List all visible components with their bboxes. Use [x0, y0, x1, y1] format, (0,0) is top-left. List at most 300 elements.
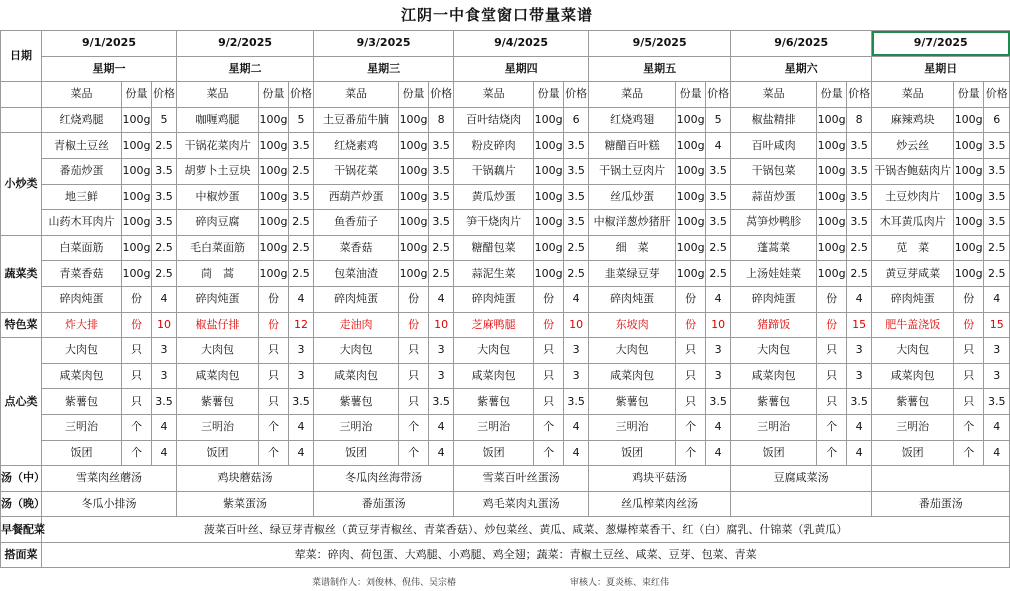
price-cell[interactable]: 2.5 — [152, 133, 177, 159]
date-cell[interactable]: 9/4/2025 — [454, 31, 589, 57]
price-cell[interactable]: 4 — [289, 414, 314, 440]
dish-cell[interactable]: 三明治 — [42, 414, 122, 440]
dish-cell[interactable]: 大肉包 — [314, 338, 399, 364]
portion-cell[interactable]: 只 — [399, 363, 429, 389]
dish-cell[interactable]: 粉皮碎肉 — [454, 133, 534, 159]
dish-cell[interactable]: 碎肉炖蛋 — [589, 286, 676, 312]
portion-header[interactable]: 份量 — [259, 82, 289, 108]
dish-cell[interactable]: 三明治 — [177, 414, 259, 440]
category-label[interactable]: 特色菜 — [1, 312, 42, 338]
price-cell[interactable]: 2.5 — [847, 235, 872, 261]
price-cell[interactable]: 3.5 — [429, 210, 454, 236]
price-cell[interactable]: 3 — [847, 363, 872, 389]
price-cell[interactable]: 4 — [564, 414, 589, 440]
price-cell[interactable]: 2.5 — [289, 261, 314, 287]
price-cell[interactable]: 6 — [984, 107, 1010, 133]
dish-cell[interactable]: 中椒炒蛋 — [177, 184, 259, 210]
portion-cell[interactable]: 100g — [954, 261, 984, 287]
price-cell[interactable]: 3 — [706, 363, 731, 389]
price-cell[interactable]: 2.5 — [429, 261, 454, 287]
dish-cell[interactable]: 苋 菜 — [872, 235, 954, 261]
portion-cell[interactable]: 100g — [817, 235, 847, 261]
dish-cell[interactable]: 炸大排 — [42, 312, 122, 338]
portion-cell[interactable]: 个 — [122, 440, 152, 466]
soup-cell[interactable]: 番茄蛋汤 — [872, 491, 1010, 517]
dish-cell[interactable]: 饭团 — [872, 440, 954, 466]
price-cell[interactable]: 3.5 — [706, 210, 731, 236]
price-cell[interactable]: 15 — [984, 312, 1010, 338]
portion-cell[interactable]: 个 — [817, 414, 847, 440]
portion-cell[interactable]: 个 — [399, 414, 429, 440]
price-header[interactable]: 价格 — [289, 82, 314, 108]
price-cell[interactable]: 3.5 — [289, 184, 314, 210]
portion-cell[interactable]: 100g — [817, 184, 847, 210]
price-cell[interactable]: 2.5 — [152, 261, 177, 287]
portion-cell[interactable]: 100g — [817, 158, 847, 184]
dish-cell[interactable]: 番茄炒蛋 — [42, 158, 122, 184]
dish-header[interactable]: 菜品 — [42, 82, 122, 108]
dish-cell[interactable]: 咸菜肉包 — [177, 363, 259, 389]
category-cell[interactable] — [1, 107, 42, 133]
price-cell[interactable]: 3 — [429, 338, 454, 364]
portion-cell[interactable]: 个 — [259, 440, 289, 466]
dish-cell[interactable]: 韭菜绿豆芽 — [589, 261, 676, 287]
price-cell[interactable]: 3 — [152, 363, 177, 389]
price-cell[interactable]: 10 — [152, 312, 177, 338]
price-cell[interactable]: 3.5 — [564, 158, 589, 184]
dish-header[interactable]: 菜品 — [314, 82, 399, 108]
price-cell[interactable]: 3.5 — [847, 389, 872, 415]
soup-cell[interactable]: 番茄蛋汤 — [314, 491, 454, 517]
portion-cell[interactable]: 100g — [399, 107, 429, 133]
dish-cell[interactable]: 大肉包 — [589, 338, 676, 364]
portion-cell[interactable]: 份 — [676, 286, 706, 312]
price-cell[interactable]: 3.5 — [152, 389, 177, 415]
dish-cell[interactable]: 菜香菇 — [314, 235, 399, 261]
price-cell[interactable]: 3.5 — [152, 158, 177, 184]
price-cell[interactable]: 2.5 — [984, 261, 1010, 287]
price-cell[interactable]: 4 — [152, 440, 177, 466]
portion-cell[interactable]: 只 — [534, 389, 564, 415]
date-cell[interactable]: 9/5/2025 — [589, 31, 731, 57]
portion-cell[interactable]: 100g — [399, 261, 429, 287]
dish-cell[interactable]: 大肉包 — [454, 338, 534, 364]
dish-cell[interactable]: 山药木耳肉片 — [42, 210, 122, 236]
soup-cell[interactable] — [731, 491, 872, 517]
price-cell[interactable]: 4 — [564, 440, 589, 466]
dish-cell[interactable]: 中椒洋葱炒猪肝 — [589, 210, 676, 236]
dish-cell[interactable]: 碎肉炖蛋 — [314, 286, 399, 312]
price-cell[interactable]: 2.5 — [564, 235, 589, 261]
portion-cell[interactable]: 100g — [259, 133, 289, 159]
price-cell[interactable]: 10 — [564, 312, 589, 338]
portion-cell[interactable]: 只 — [259, 338, 289, 364]
portion-cell[interactable]: 100g — [122, 158, 152, 184]
portion-cell[interactable]: 份 — [954, 286, 984, 312]
portion-cell[interactable]: 只 — [954, 363, 984, 389]
portion-header[interactable]: 份量 — [817, 82, 847, 108]
price-cell[interactable]: 3.5 — [152, 210, 177, 236]
portion-cell[interactable]: 个 — [676, 440, 706, 466]
portion-cell[interactable]: 100g — [534, 133, 564, 159]
dish-header[interactable]: 菜品 — [454, 82, 534, 108]
portion-cell[interactable]: 只 — [817, 389, 847, 415]
dish-cell[interactable]: 细 菜 — [589, 235, 676, 261]
price-cell[interactable]: 3 — [847, 338, 872, 364]
price-cell[interactable]: 3.5 — [429, 184, 454, 210]
dish-cell[interactable]: 碎肉炖蛋 — [731, 286, 817, 312]
portion-cell[interactable]: 100g — [534, 158, 564, 184]
portion-cell[interactable]: 个 — [534, 414, 564, 440]
dish-cell[interactable]: 胡萝卜土豆块 — [177, 158, 259, 184]
price-cell[interactable]: 4 — [706, 286, 731, 312]
price-cell[interactable]: 15 — [847, 312, 872, 338]
price-cell[interactable]: 3.5 — [564, 389, 589, 415]
dish-cell[interactable]: 红烧鸡翅 — [589, 107, 676, 133]
portion-cell[interactable]: 100g — [817, 210, 847, 236]
dish-cell[interactable]: 紫薯包 — [589, 389, 676, 415]
price-cell[interactable]: 3.5 — [984, 158, 1010, 184]
price-cell[interactable]: 2.5 — [289, 210, 314, 236]
dish-cell[interactable]: 鱼香茄子 — [314, 210, 399, 236]
dish-cell[interactable]: 饭团 — [454, 440, 534, 466]
dish-cell[interactable]: 猪蹄饭 — [731, 312, 817, 338]
dish-cell[interactable]: 莴笋炒鸭胗 — [731, 210, 817, 236]
dish-cell[interactable]: 干锅土豆肉片 — [589, 158, 676, 184]
dish-cell[interactable]: 蒜泥生菜 — [454, 261, 534, 287]
dish-cell[interactable]: 饭团 — [177, 440, 259, 466]
price-cell[interactable]: 2.5 — [152, 235, 177, 261]
portion-cell[interactable]: 100g — [954, 158, 984, 184]
portion-cell[interactable]: 100g — [534, 210, 564, 236]
portion-cell[interactable]: 100g — [676, 210, 706, 236]
price-cell[interactable]: 2.5 — [984, 235, 1010, 261]
portion-cell[interactable]: 只 — [676, 338, 706, 364]
price-cell[interactable]: 8 — [429, 107, 454, 133]
price-cell[interactable]: 3.5 — [289, 133, 314, 159]
date-cell[interactable]: 9/2/2025 — [177, 31, 314, 57]
portion-cell[interactable]: 100g — [676, 107, 706, 133]
dish-cell[interactable]: 饭团 — [42, 440, 122, 466]
portion-cell[interactable]: 份 — [954, 312, 984, 338]
dish-cell[interactable]: 蒜苗炒蛋 — [731, 184, 817, 210]
price-cell[interactable]: 3.5 — [564, 133, 589, 159]
portion-header[interactable]: 份量 — [399, 82, 429, 108]
dish-cell[interactable]: 紫薯包 — [454, 389, 534, 415]
price-cell[interactable]: 4 — [984, 440, 1010, 466]
portion-cell[interactable]: 个 — [534, 440, 564, 466]
portion-header[interactable]: 份量 — [122, 82, 152, 108]
weekday-cell[interactable]: 星期五 — [589, 56, 731, 82]
portion-cell[interactable]: 100g — [676, 158, 706, 184]
soup-cell[interactable]: 紫菜蛋汤 — [177, 491, 314, 517]
dish-cell[interactable]: 百叶咸肉 — [731, 133, 817, 159]
portion-cell[interactable]: 只 — [954, 389, 984, 415]
category-label[interactable]: 蔬菜类 — [1, 235, 42, 312]
price-cell[interactable]: 4 — [289, 286, 314, 312]
price-cell[interactable]: 3 — [564, 338, 589, 364]
dish-cell[interactable]: 三明治 — [314, 414, 399, 440]
portion-cell[interactable]: 100g — [399, 184, 429, 210]
dish-cell[interactable]: 大肉包 — [872, 338, 954, 364]
dish-cell[interactable]: 干锅杏鲍菇肉片 — [872, 158, 954, 184]
price-cell[interactable]: 3.5 — [984, 210, 1010, 236]
date-label[interactable]: 日期 — [1, 31, 42, 82]
soup-cell[interactable]: 雪菜百叶丝蛋汤 — [454, 466, 589, 492]
portion-cell[interactable]: 100g — [122, 235, 152, 261]
portion-cell[interactable]: 份 — [399, 312, 429, 338]
portion-cell[interactable]: 100g — [534, 235, 564, 261]
portion-cell[interactable]: 份 — [259, 312, 289, 338]
soup-cell[interactable]: 冬瓜肉丝海带汤 — [314, 466, 454, 492]
price-cell[interactable]: 3 — [289, 363, 314, 389]
date-cell[interactable]: 9/3/2025 — [314, 31, 454, 57]
price-cell[interactable]: 4 — [289, 440, 314, 466]
dish-cell[interactable]: 青椒土豆丝 — [42, 133, 122, 159]
dish-cell[interactable]: 饭团 — [731, 440, 817, 466]
dish-cell[interactable]: 糖醋包菜 — [454, 235, 534, 261]
portion-cell[interactable]: 个 — [676, 414, 706, 440]
price-cell[interactable]: 3.5 — [429, 133, 454, 159]
dish-cell[interactable]: 碎肉炖蛋 — [42, 286, 122, 312]
dish-cell[interactable]: 地三鲜 — [42, 184, 122, 210]
portion-cell[interactable]: 100g — [259, 261, 289, 287]
price-cell[interactable]: 10 — [706, 312, 731, 338]
price-cell[interactable]: 2.5 — [289, 158, 314, 184]
price-cell[interactable]: 2.5 — [706, 235, 731, 261]
portion-cell[interactable]: 100g — [534, 107, 564, 133]
portion-cell[interactable]: 只 — [122, 389, 152, 415]
soup-cell[interactable]: 丝瓜榨菜肉丝汤 — [589, 491, 731, 517]
price-cell[interactable]: 3 — [984, 363, 1010, 389]
dish-cell[interactable]: 碎肉豆腐 — [177, 210, 259, 236]
portion-cell[interactable]: 只 — [122, 363, 152, 389]
dish-cell[interactable]: 紫薯包 — [872, 389, 954, 415]
dish-cell[interactable]: 干锅花菜肉片 — [177, 133, 259, 159]
price-cell[interactable]: 2.5 — [847, 261, 872, 287]
dish-cell[interactable]: 蓬蒿菜 — [731, 235, 817, 261]
dish-cell[interactable]: 青菜香菇 — [42, 261, 122, 287]
price-header[interactable]: 价格 — [706, 82, 731, 108]
portion-cell[interactable]: 个 — [122, 414, 152, 440]
soup-cell[interactable]: 鸡块平菇汤 — [589, 466, 731, 492]
price-cell[interactable]: 4 — [152, 286, 177, 312]
dish-cell[interactable]: 咖喱鸡腿 — [177, 107, 259, 133]
portion-cell[interactable]: 100g — [122, 184, 152, 210]
price-cell[interactable]: 4 — [984, 286, 1010, 312]
weekday-cell[interactable]: 星期四 — [454, 56, 589, 82]
portion-cell[interactable]: 个 — [954, 414, 984, 440]
dish-cell[interactable]: 紫薯包 — [177, 389, 259, 415]
dish-cell[interactable]: 咸菜肉包 — [872, 363, 954, 389]
dish-cell[interactable]: 白菜面筋 — [42, 235, 122, 261]
dish-cell[interactable]: 土豆番茄牛腩 — [314, 107, 399, 133]
dish-cell[interactable]: 木耳黄瓜肉片 — [872, 210, 954, 236]
dish-cell[interactable]: 西葫芦炒蛋 — [314, 184, 399, 210]
price-cell[interactable]: 3.5 — [706, 184, 731, 210]
dish-cell[interactable]: 大肉包 — [731, 338, 817, 364]
portion-cell[interactable]: 100g — [676, 261, 706, 287]
dish-cell[interactable]: 肥牛盖浇饭 — [872, 312, 954, 338]
price-cell[interactable]: 4 — [984, 414, 1010, 440]
dish-cell[interactable]: 椒盐仔排 — [177, 312, 259, 338]
price-cell[interactable]: 4 — [152, 414, 177, 440]
dish-cell[interactable]: 紫薯包 — [731, 389, 817, 415]
price-cell[interactable]: 3.5 — [847, 184, 872, 210]
price-cell[interactable]: 3.5 — [847, 210, 872, 236]
dish-cell[interactable]: 黄瓜炒蛋 — [454, 184, 534, 210]
portion-cell[interactable]: 只 — [817, 363, 847, 389]
price-cell[interactable]: 4 — [429, 414, 454, 440]
portion-cell[interactable]: 只 — [954, 338, 984, 364]
blank-cell[interactable] — [1, 82, 42, 108]
portion-cell[interactable]: 100g — [399, 133, 429, 159]
portion-cell[interactable]: 只 — [676, 363, 706, 389]
price-cell[interactable]: 3.5 — [847, 158, 872, 184]
dish-cell[interactable]: 东坡肉 — [589, 312, 676, 338]
category-label[interactable]: 小炒类 — [1, 133, 42, 235]
dish-cell[interactable]: 咸菜肉包 — [42, 363, 122, 389]
dish-cell[interactable]: 大肉包 — [177, 338, 259, 364]
price-cell[interactable]: 3.5 — [564, 210, 589, 236]
price-cell[interactable]: 10 — [429, 312, 454, 338]
dish-cell[interactable]: 芝麻鸭腿 — [454, 312, 534, 338]
dish-cell[interactable]: 咸菜肉包 — [454, 363, 534, 389]
portion-cell[interactable]: 100g — [676, 133, 706, 159]
soup-cell[interactable]: 冬瓜小排汤 — [42, 491, 177, 517]
price-cell[interactable]: 3.5 — [706, 389, 731, 415]
portion-cell[interactable]: 100g — [534, 184, 564, 210]
price-cell[interactable]: 3.5 — [289, 389, 314, 415]
portion-cell[interactable]: 100g — [122, 133, 152, 159]
price-header[interactable]: 价格 — [984, 82, 1010, 108]
portion-cell[interactable]: 100g — [399, 158, 429, 184]
price-cell[interactable]: 3 — [152, 338, 177, 364]
date-cell[interactable]: 9/6/2025 — [731, 31, 872, 57]
dish-cell[interactable]: 咸菜肉包 — [589, 363, 676, 389]
portion-cell[interactable]: 100g — [399, 235, 429, 261]
portion-cell[interactable]: 只 — [534, 363, 564, 389]
portion-cell[interactable]: 100g — [954, 210, 984, 236]
portion-cell[interactable]: 只 — [259, 363, 289, 389]
portion-cell[interactable]: 只 — [259, 389, 289, 415]
portion-cell[interactable]: 100g — [954, 133, 984, 159]
portion-cell[interactable]: 份 — [259, 286, 289, 312]
price-cell[interactable]: 5 — [706, 107, 731, 133]
dish-cell[interactable]: 干锅包菜 — [731, 158, 817, 184]
portion-cell[interactable]: 100g — [259, 158, 289, 184]
category-label[interactable]: 早餐配菜 — [1, 517, 42, 543]
dish-cell[interactable]: 红烧素鸡 — [314, 133, 399, 159]
portion-cell[interactable]: 100g — [122, 210, 152, 236]
weekday-cell[interactable]: 星期六 — [731, 56, 872, 82]
portion-cell[interactable]: 份 — [817, 286, 847, 312]
portion-cell[interactable]: 100g — [259, 210, 289, 236]
dish-cell[interactable]: 毛白菜面筋 — [177, 235, 259, 261]
weekday-cell[interactable]: 星期日 — [872, 56, 1010, 82]
category-label[interactable]: 汤（晚） — [1, 491, 42, 517]
portion-cell[interactable]: 份 — [817, 312, 847, 338]
price-cell[interactable]: 4 — [847, 414, 872, 440]
price-header[interactable]: 价格 — [564, 82, 589, 108]
price-cell[interactable]: 2.5 — [289, 235, 314, 261]
portion-cell[interactable]: 100g — [534, 261, 564, 287]
category-label[interactable]: 汤（中） — [1, 466, 42, 492]
portion-cell[interactable]: 份 — [399, 286, 429, 312]
dish-cell[interactable]: 三明治 — [731, 414, 817, 440]
dish-cell[interactable]: 笋干烧肉片 — [454, 210, 534, 236]
noodle-toppings[interactable]: 荤菜：碎肉、荷包蛋、大鸡腿、小鸡腿、鸡全翅；蔬菜：青椒土豆丝、咸菜、豆芽、包菜、青菜 — [42, 542, 1010, 568]
portion-cell[interactable]: 100g — [259, 107, 289, 133]
price-cell[interactable]: 3 — [984, 338, 1010, 364]
price-cell[interactable]: 2.5 — [564, 261, 589, 287]
price-cell[interactable]: 4 — [564, 286, 589, 312]
price-cell[interactable]: 3.5 — [429, 389, 454, 415]
price-cell[interactable]: 3 — [289, 338, 314, 364]
portion-header[interactable]: 份量 — [676, 82, 706, 108]
dish-header[interactable]: 菜品 — [731, 82, 817, 108]
price-cell[interactable]: 6 — [564, 107, 589, 133]
price-cell[interactable]: 4 — [847, 440, 872, 466]
dish-header[interactable]: 菜品 — [589, 82, 676, 108]
dish-cell[interactable]: 土豆炒肉片 — [872, 184, 954, 210]
weekday-cell[interactable]: 星期三 — [314, 56, 454, 82]
portion-cell[interactable]: 只 — [399, 389, 429, 415]
portion-cell[interactable]: 份 — [122, 312, 152, 338]
dish-cell[interactable]: 椒盐精排 — [731, 107, 817, 133]
portion-cell[interactable]: 100g — [954, 235, 984, 261]
dish-cell[interactable]: 大肉包 — [42, 338, 122, 364]
dish-cell[interactable]: 饭团 — [314, 440, 399, 466]
weekday-cell[interactable]: 星期二 — [177, 56, 314, 82]
portion-cell[interactable]: 100g — [817, 107, 847, 133]
portion-cell[interactable]: 100g — [817, 133, 847, 159]
price-cell[interactable]: 4 — [847, 286, 872, 312]
dish-cell[interactable]: 百叶结烧肉 — [454, 107, 534, 133]
portion-cell[interactable]: 个 — [954, 440, 984, 466]
portion-cell[interactable]: 只 — [534, 338, 564, 364]
breakfast-sides[interactable]: 菠菜百叶丝、绿豆芽青椒丝（黄豆芽青椒丝、青菜香菇）、炒包菜丝、黄瓜、咸菜、葱爆榨菜香干、红（白）腐乳、什锦菜（乳黄瓜） — [42, 517, 1010, 543]
portion-cell[interactable]: 份 — [676, 312, 706, 338]
soup-cell[interactable]: 鸡块蘑菇汤 — [177, 466, 314, 492]
dish-cell[interactable]: 炒云丝 — [872, 133, 954, 159]
portion-cell[interactable]: 只 — [122, 338, 152, 364]
dish-cell[interactable]: 紫薯包 — [314, 389, 399, 415]
price-cell[interactable]: 5 — [152, 107, 177, 133]
price-cell[interactable]: 4 — [429, 286, 454, 312]
portion-cell[interactable]: 100g — [954, 107, 984, 133]
dish-cell[interactable]: 紫薯包 — [42, 389, 122, 415]
dish-cell[interactable]: 碎肉炖蛋 — [872, 286, 954, 312]
price-cell[interactable]: 3.5 — [984, 133, 1010, 159]
portion-cell[interactable]: 只 — [399, 338, 429, 364]
dish-cell[interactable]: 碎肉炖蛋 — [177, 286, 259, 312]
dish-cell[interactable]: 茼 蒿 — [177, 261, 259, 287]
portion-cell[interactable]: 100g — [399, 210, 429, 236]
dish-cell[interactable]: 三明治 — [589, 414, 676, 440]
dish-header[interactable]: 菜品 — [177, 82, 259, 108]
portion-cell[interactable]: 100g — [259, 235, 289, 261]
price-cell[interactable]: 3.5 — [429, 158, 454, 184]
price-cell[interactable]: 5 — [289, 107, 314, 133]
dish-cell[interactable]: 三明治 — [454, 414, 534, 440]
dish-cell[interactable]: 干锅花菜 — [314, 158, 399, 184]
portion-cell[interactable]: 份 — [534, 286, 564, 312]
portion-header[interactable]: 份量 — [534, 82, 564, 108]
portion-cell[interactable]: 只 — [676, 389, 706, 415]
portion-cell[interactable]: 个 — [399, 440, 429, 466]
price-cell[interactable]: 4 — [429, 440, 454, 466]
